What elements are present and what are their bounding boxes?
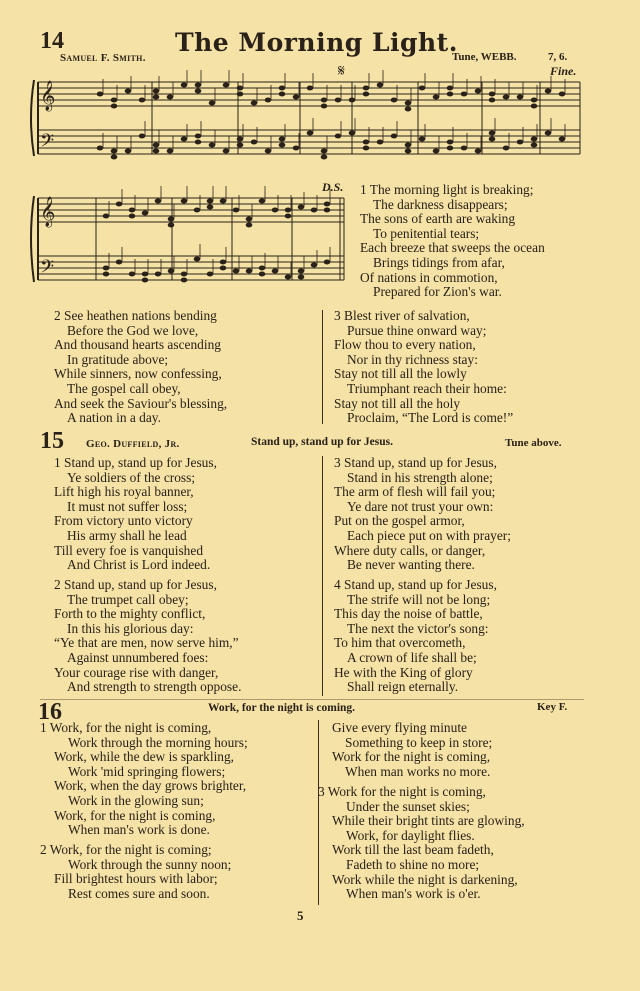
verse-line: When man's work is o'er. — [346, 886, 481, 902]
note-head — [311, 263, 318, 268]
note-head — [321, 104, 328, 109]
note-head — [419, 86, 426, 91]
note-head — [237, 92, 244, 97]
verse-line: Pursue thine onward way; — [347, 322, 487, 338]
hymn15-stanza-2 — [54, 578, 241, 695]
verse-line: To penitential tears; — [373, 225, 480, 241]
note-head — [153, 149, 160, 154]
note-head — [377, 140, 384, 145]
note-head — [545, 89, 552, 94]
system-brace — [31, 196, 34, 282]
note-head — [168, 217, 175, 222]
verse-line: To him that overcometh, — [334, 635, 466, 651]
note-head — [265, 149, 272, 154]
verse-line: Shall reign eternally. — [347, 679, 459, 695]
verse-line: When man's work is done. — [68, 822, 210, 838]
verse-line: 3 Stand up, stand up for Jesus, — [334, 455, 497, 470]
note-head — [237, 137, 244, 142]
note-head — [324, 260, 331, 265]
note-head — [233, 208, 240, 213]
note-head — [167, 149, 174, 154]
note-head — [97, 146, 104, 151]
note-head — [293, 146, 300, 151]
note-head — [129, 214, 136, 219]
verse-line: Till every foe is vanquished — [54, 542, 204, 558]
note-head — [103, 214, 110, 219]
note-head — [447, 146, 454, 151]
note-head — [155, 272, 162, 277]
note-head — [489, 137, 496, 142]
hymn-title: The Morning Light. — [175, 28, 458, 57]
note-head — [363, 146, 370, 151]
note-head — [335, 134, 342, 139]
note-head — [223, 83, 230, 88]
verse-line: 2 See heathen nations bending — [54, 308, 217, 323]
note-head — [97, 92, 104, 97]
verse-line: 3 Blest river of salvation, — [334, 308, 470, 323]
verse-line: While their bright tints are glowing, — [332, 813, 525, 829]
verse-line: Work while the night is darkening, — [332, 871, 518, 887]
verse-line: Work, for daylight flies. — [346, 827, 475, 843]
note-head — [405, 107, 412, 112]
verse-line: Against unnumbered foes: — [67, 649, 209, 665]
verse-line: The next the victor's song: — [347, 620, 489, 636]
note-head — [129, 272, 136, 277]
note-head — [285, 208, 292, 213]
note-head — [195, 89, 202, 94]
hymn15-stanza-3 — [334, 456, 511, 573]
note-head — [447, 92, 454, 97]
hymn-15-tune: Tune above. — [505, 437, 562, 449]
verse-line: The arm of flesh will fail you; — [334, 484, 496, 500]
note-head — [207, 272, 214, 277]
note-head — [433, 95, 440, 100]
verse-line: 3 Work for the night is coming, — [318, 784, 486, 799]
verse-line: Ye dare not trust your own: — [347, 498, 494, 514]
note-head — [279, 137, 286, 142]
verse-line: 2 Work, for the night is coming; — [40, 842, 212, 857]
note-head — [531, 143, 538, 148]
verse-line: Stay not till all the holy — [334, 395, 461, 411]
note-head — [279, 92, 286, 97]
verse-line: The trumpet call obey; — [67, 591, 189, 607]
section-rule — [40, 699, 584, 700]
signature-mark: 5 — [297, 908, 304, 923]
note-head — [503, 95, 510, 100]
hymn16-stanza-1 — [40, 721, 248, 838]
note-head — [251, 101, 258, 106]
note-head — [195, 140, 202, 145]
note-head — [207, 205, 214, 210]
note-head — [220, 260, 227, 265]
note-head — [142, 211, 149, 216]
note-head — [335, 98, 342, 103]
note-head — [363, 140, 370, 145]
verse-line: Work through the morning hours; — [68, 734, 248, 750]
note-head — [559, 137, 566, 142]
verse-line: A nation in a day. — [67, 410, 161, 426]
verse-line: Of nations in commotion, — [360, 269, 498, 285]
note-head — [139, 98, 146, 103]
note-head — [307, 86, 314, 91]
note-head — [259, 272, 266, 277]
note-head — [321, 98, 328, 103]
verse-line: In gratitude above; — [67, 351, 169, 367]
verse-line: 4 Stand up, stand up for Jesus, — [334, 577, 497, 592]
segno-mark: 𝄋 — [338, 61, 345, 80]
note-head — [272, 269, 279, 274]
note-head — [116, 260, 123, 265]
hymn-author: Samuel F. Smith. — [60, 52, 146, 64]
verse-line: 2 Stand up, stand up for Jesus, — [54, 577, 217, 592]
verse-line: Where duty calls, or danger, — [334, 542, 486, 558]
note-head — [142, 272, 149, 277]
hymn16-stanza-2-continued — [332, 721, 492, 779]
note-head — [531, 98, 538, 103]
verse-line: Brings tidings from afar, — [373, 254, 505, 270]
verse-line: Each breeze that sweeps the ocean — [360, 240, 545, 256]
treble-clef: 𝄞 — [40, 197, 56, 227]
verse-line: The gospel call obey, — [67, 380, 181, 396]
note-head — [237, 86, 244, 91]
hymn-16-title: Work, for the night is coming. — [208, 702, 356, 714]
note-head — [237, 143, 244, 148]
note-head — [433, 149, 440, 154]
note-head — [272, 208, 279, 213]
verse-line: Be never wanting there. — [347, 557, 475, 573]
verse-line: Triumphant reach their home: — [347, 380, 507, 396]
note-head — [285, 275, 292, 280]
note-head — [377, 83, 384, 88]
note-head — [311, 208, 318, 213]
note-head — [207, 199, 214, 204]
hymn-15-author: Geo. Duffield, Jr. — [86, 438, 180, 450]
verse-line: The strife will not be long; — [347, 591, 491, 607]
verse-line: Work in the glowing sun; — [68, 792, 204, 808]
note-head — [285, 214, 292, 219]
verse-line: Each piece put on with prayer; — [347, 527, 511, 543]
verse-line: Work for the night is coming, — [332, 749, 491, 765]
note-head — [461, 146, 468, 151]
note-head — [181, 137, 188, 142]
note-head — [517, 140, 524, 145]
verse-line: Rest comes sure and soon. — [68, 885, 210, 901]
note-head — [298, 205, 305, 210]
verse-line: Proclaim, “The Lord is come!” — [347, 410, 514, 426]
verse-line: Forth to the mighty conflict, — [54, 606, 206, 622]
note-head — [531, 104, 538, 109]
note-head — [349, 131, 356, 136]
note-head — [116, 202, 123, 207]
note-head — [298, 269, 305, 274]
note-head — [251, 140, 258, 145]
note-head — [223, 149, 230, 154]
note-head — [220, 199, 227, 204]
hymn-15-number: 15 — [40, 428, 64, 454]
verse-line: He with the King of glory — [334, 664, 473, 680]
bass-clef: 𝄢 — [40, 131, 55, 156]
note-head — [209, 101, 216, 106]
verse-line: In this his glorious day: — [67, 620, 194, 636]
bass-clef: 𝄢 — [40, 257, 55, 282]
fine-marker: Fine. — [550, 64, 577, 78]
note-head — [168, 269, 175, 274]
verse-line: Under the sunset skies; — [346, 798, 470, 814]
note-head — [103, 272, 110, 277]
verse-line: The darkness disappears; — [373, 196, 508, 212]
verse-line: Your courage rise with danger, — [54, 664, 219, 680]
verse-line: Work till the last beam fadeth, — [332, 842, 494, 858]
note-head — [209, 143, 216, 148]
verse-line: When man works no more. — [345, 763, 491, 779]
ds-marker: D.S. — [322, 180, 344, 194]
note-head — [405, 143, 412, 148]
page-number: 14 — [40, 28, 64, 54]
note-head — [405, 149, 412, 154]
verse-line: Prepared for Zion's war. — [373, 284, 502, 300]
note-head — [181, 199, 188, 204]
verse-line: The sons of earth are waking — [360, 211, 516, 227]
note-head — [531, 137, 538, 142]
note-head — [195, 134, 202, 139]
note-head — [139, 134, 146, 139]
verse-line: A crown of life shall be; — [347, 649, 477, 665]
hymn16-stanza-3 — [318, 785, 525, 902]
hymn-16-number: 16 — [38, 699, 62, 725]
note-head — [111, 98, 118, 103]
note-head — [153, 143, 160, 148]
hymn-15-title: Stand up, stand up for Jesus. — [251, 436, 393, 448]
verse-line: Work through the sunny noon; — [68, 856, 232, 872]
verse-line: Ye soldiers of the cross; — [67, 469, 196, 485]
hymn16-stanza-2 — [40, 843, 231, 901]
note-head — [153, 95, 160, 100]
note-head — [293, 95, 300, 100]
column-divider — [322, 310, 323, 424]
verse-line: Give every flying minute — [332, 720, 467, 735]
note-head — [391, 134, 398, 139]
note-head — [155, 199, 162, 204]
note-head — [503, 146, 510, 151]
verse-line: And Christ is Lord indeed. — [67, 557, 211, 573]
column-divider — [322, 456, 323, 696]
verse-line: “Ye that are men, now serve him,” — [54, 635, 239, 651]
verse-line: 1 Stand up, stand up for Jesus, — [54, 455, 217, 470]
note-head — [447, 86, 454, 91]
note-head — [489, 98, 496, 103]
note-head — [111, 149, 118, 154]
note-head — [489, 131, 496, 136]
note-head — [233, 269, 240, 274]
note-head — [363, 86, 370, 91]
hymn-16-key: Key F. — [537, 701, 568, 713]
note-head — [298, 275, 305, 280]
treble-clef: 𝄞 — [40, 81, 56, 111]
verse-line: While sinners, now confessing, — [54, 366, 222, 382]
note-head — [447, 140, 454, 145]
verse-line: Stay not till all the lowly — [334, 366, 467, 382]
verse-line: Fill brightest hours with labor; — [54, 871, 218, 887]
verse-line: It must not suffer loss; — [67, 498, 188, 514]
verse-line: Something to keep in store; — [345, 734, 493, 750]
note-head — [321, 155, 328, 160]
note-head — [307, 131, 314, 136]
hymn14-stanza-2 — [54, 309, 227, 426]
note-head — [125, 89, 132, 94]
note-head — [194, 208, 201, 213]
note-head — [279, 86, 286, 91]
note-head — [103, 266, 110, 271]
verse-line: Work 'mid springing flowers; — [68, 763, 226, 779]
verse-line: Fadeth to shine no more; — [346, 856, 480, 872]
note-head — [246, 269, 253, 274]
verse-line: And thousand hearts ascending — [54, 337, 221, 353]
verse-line: Lift high his royal banner, — [54, 484, 194, 500]
note-head — [181, 83, 188, 88]
note-head — [363, 92, 370, 97]
verse-line: Stand in his strength alone; — [347, 469, 493, 485]
note-head — [265, 98, 272, 103]
note-head — [125, 149, 132, 154]
note-head — [259, 266, 266, 271]
verse-line: Nor in thy richness stay: — [347, 351, 478, 367]
note-head — [391, 98, 398, 103]
note-head — [259, 199, 266, 204]
note-head — [419, 137, 426, 142]
verse-line: Work, for the night is coming, — [54, 807, 216, 823]
verse-line: 1 The morning light is breaking; — [360, 182, 534, 197]
note-head — [181, 272, 188, 277]
note-head — [517, 95, 524, 100]
note-head — [246, 217, 253, 222]
hymn14-stanza-1 — [360, 183, 545, 300]
note-head — [111, 104, 118, 109]
note-head — [324, 208, 331, 213]
note-head — [489, 92, 496, 97]
note-head — [181, 278, 188, 283]
note-head — [168, 223, 175, 228]
verse-line: Flow thou to every nation, — [334, 337, 476, 353]
verse-line: And strength to strength oppose. — [67, 679, 242, 695]
note-head — [349, 98, 356, 103]
note-head — [167, 95, 174, 100]
verse-line: This day the noise of battle, — [334, 606, 483, 622]
verse-line: Work, when the day grows brighter, — [54, 778, 247, 794]
note-head — [195, 83, 202, 88]
verse-line: And seek the Saviour's blessing, — [54, 395, 228, 411]
verse-line: Before the God we love, — [67, 322, 199, 338]
system-brace — [31, 80, 34, 156]
note-head — [142, 278, 149, 283]
hymn15-stanza-4 — [334, 578, 497, 695]
note-head — [194, 257, 201, 262]
note-head — [545, 131, 552, 136]
note-head — [321, 149, 328, 154]
note-head — [279, 143, 286, 148]
verse-line: His army shall he lead — [67, 527, 187, 543]
note-head — [111, 155, 118, 160]
verse-line: From victory unto victory — [54, 513, 193, 529]
tune-name: Tune, WEBB. — [452, 51, 517, 63]
note-head — [475, 149, 482, 154]
hymn14-stanza-3 — [334, 309, 513, 426]
note-head — [129, 208, 136, 213]
note-head — [405, 101, 412, 106]
note-head — [220, 266, 227, 271]
meter: 7, 6. — [548, 51, 568, 63]
note-head — [475, 89, 482, 94]
verse-line: Work, while the dew is sparkling, — [54, 749, 235, 765]
note-head — [324, 202, 331, 207]
verse-line: 1 Work, for the night is coming, — [40, 720, 212, 735]
note-head — [153, 89, 160, 94]
note-head — [246, 223, 253, 228]
hymn15-stanza-1 — [54, 456, 217, 573]
note-head — [461, 92, 468, 97]
note-head — [559, 92, 566, 97]
verse-line: Put on the gospel armor, — [334, 513, 465, 529]
